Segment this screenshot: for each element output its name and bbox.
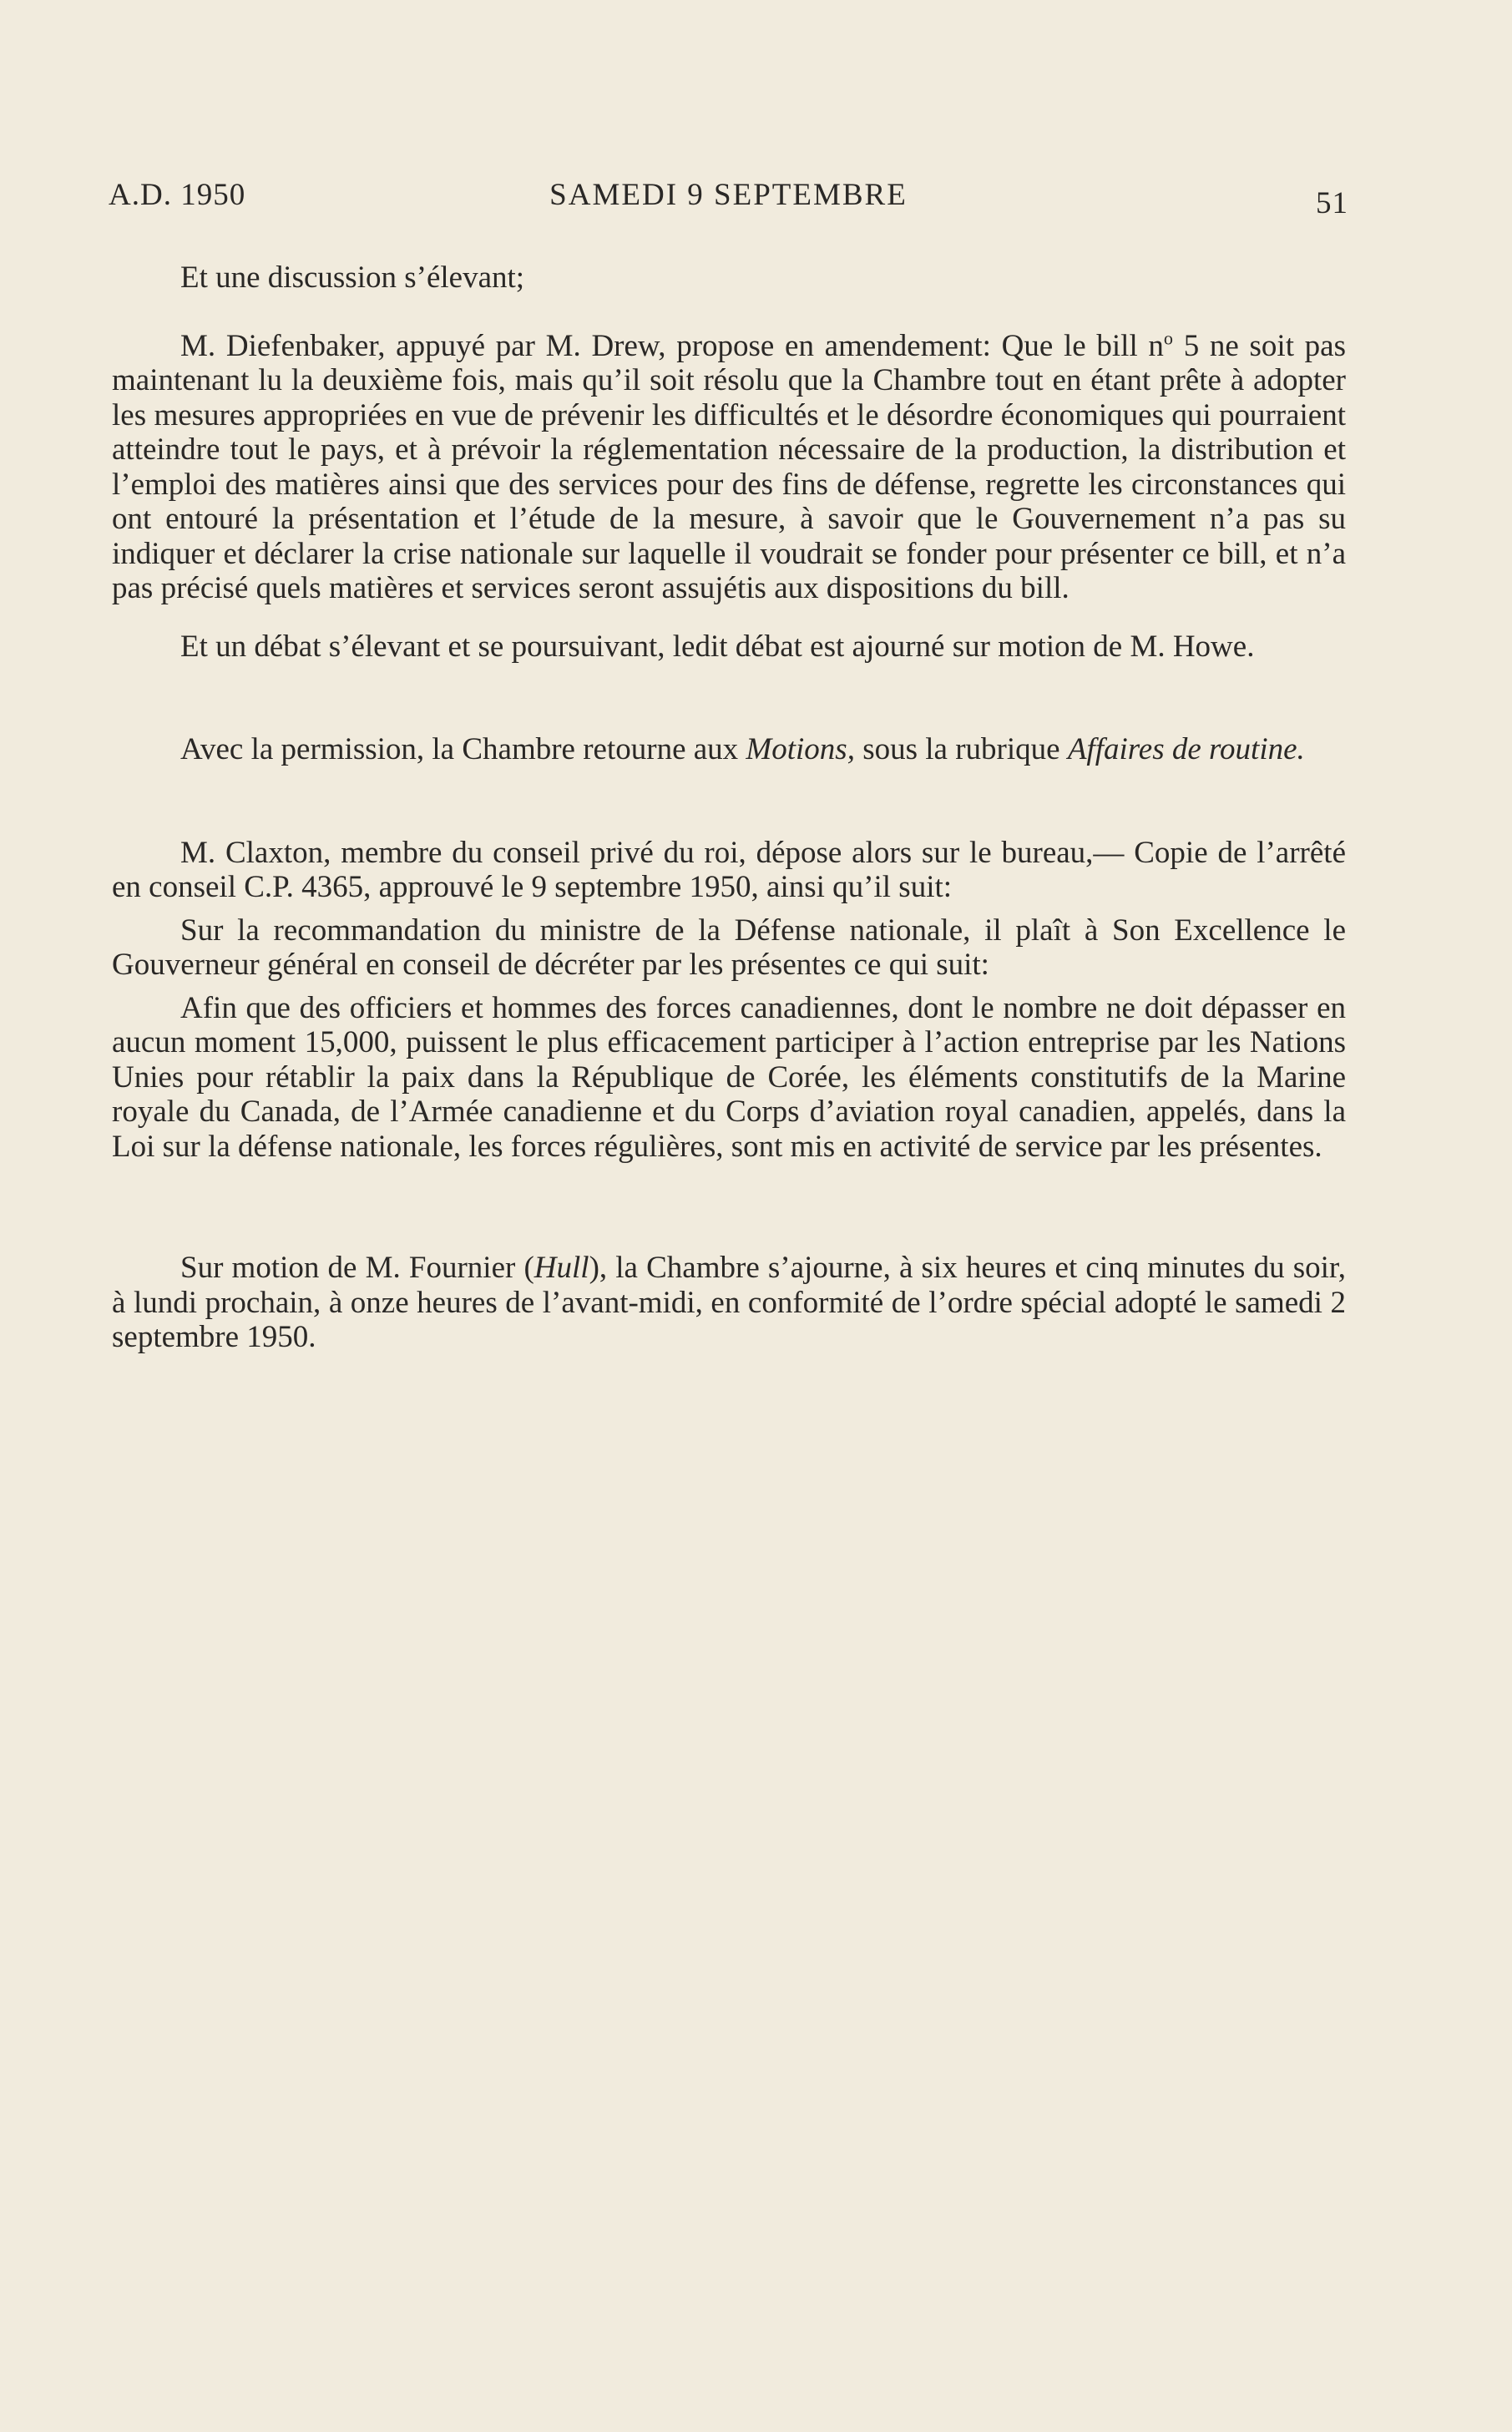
paragraph-text: Afin que des officiers et hommes des forces canadiennes, dont le nombre ne doit dépasser en aucun moment 15,000, puissent le plus efficacement participer à l’action entreprise par les Nations Unies pour rétablir la paix dans la République de Corée, les éléments constitutifs de la Marine royale du Canada, de l’Armée canadienne et du Corps d’aviation royal canadien, appelés, dans la Loi sur la défense nationale, les forces régulières, sont mis en activité de service par les présentes. [112, 990, 1346, 1164]
paragraph-amendment [112, 329, 1346, 606]
header-year: A.D. 1950 [109, 178, 246, 212]
paragraph-text: 5 ne soit pas maintenant lu la deuxième fois, mais qu’il soit résolu que la Chambre tout en étant prête à adopter les mesures appropriées en vue de prévenir les difficultés et le désordre économiques qui pourraient atteindre tout le pays, et à prévoir la réglementation nécessaire de la production, la distribution et l’emploi des matières ainsi que des services pour des fins de défense, regrette les circonstances qui ont entouré la présentation et l’étude de la mesure, à savoir que le Gouvernement n’a pas su indiquer et déclarer la crise nationale sur laquelle il voudrait se fonder pour présenter ce bill, et n’a pas précisé quels matières et services seront assujétis aux dispositions du bill. [112, 328, 1346, 605]
italic-motions: Motions, [746, 732, 855, 766]
paragraph-order-in-council [112, 991, 1346, 1165]
paragraph-claxton-tabling [112, 836, 1346, 905]
paragraph-text: Sur motion de M. Fournier ( [180, 1251, 534, 1285]
running-header [109, 172, 1348, 222]
paragraph-text: M. Diefenbaker, appuyé par M. Drew, propose en amendement: Que le bill n [180, 328, 1164, 363]
italic-routine-business: Affaires de routine. [1067, 732, 1305, 766]
page-number: 51 [1316, 186, 1348, 220]
paragraph-text: sous la rubrique [854, 732, 1068, 766]
paragraph-recommendation [112, 913, 1346, 983]
body-text [112, 260, 1346, 1355]
paragraph-debate-adjourned [112, 629, 1346, 665]
paragraph-text: Et une discussion s’élevant; [180, 260, 525, 295]
superscript-o: o [1163, 327, 1174, 349]
paragraph-text: Avec la permission, la Chambre retourne aux [180, 732, 746, 766]
paragraph-adjournment [112, 1251, 1346, 1355]
paragraph-motions-return [112, 732, 1346, 767]
header-date: SAMEDI 9 SEPTEMBRE [549, 178, 908, 212]
paragraph-discussion [112, 260, 1346, 296]
paragraph-text: M. Claxton, membre du conseil privé du roi, dépose alors sur le bureau,— Copie de l’arrêté en conseil C.P. 4365, approuvé le 9 septembre 1950, ainsi qu’il suit: [112, 835, 1346, 904]
paragraph-text: ), la Chambre s’ajourne, à six heures et cinq minutes du soir, à lundi prochain, à onze heures de l’avant-midi, en conformité de l’ordre spécial adopté le samedi 2 septembre 1950. [112, 1251, 1346, 1354]
paragraph-text: Sur la recommandation du ministre de la Défense nationale, il plaît à Son Excellence le Gouverneur général en conseil de décréter par les présentes ce qui suit: [112, 913, 1346, 982]
italic-hull: Hull [533, 1251, 589, 1285]
paragraph-text: Et un débat s’élevant et se poursuivant, ledit débat est ajourné sur motion de M. Howe. [180, 629, 1255, 664]
